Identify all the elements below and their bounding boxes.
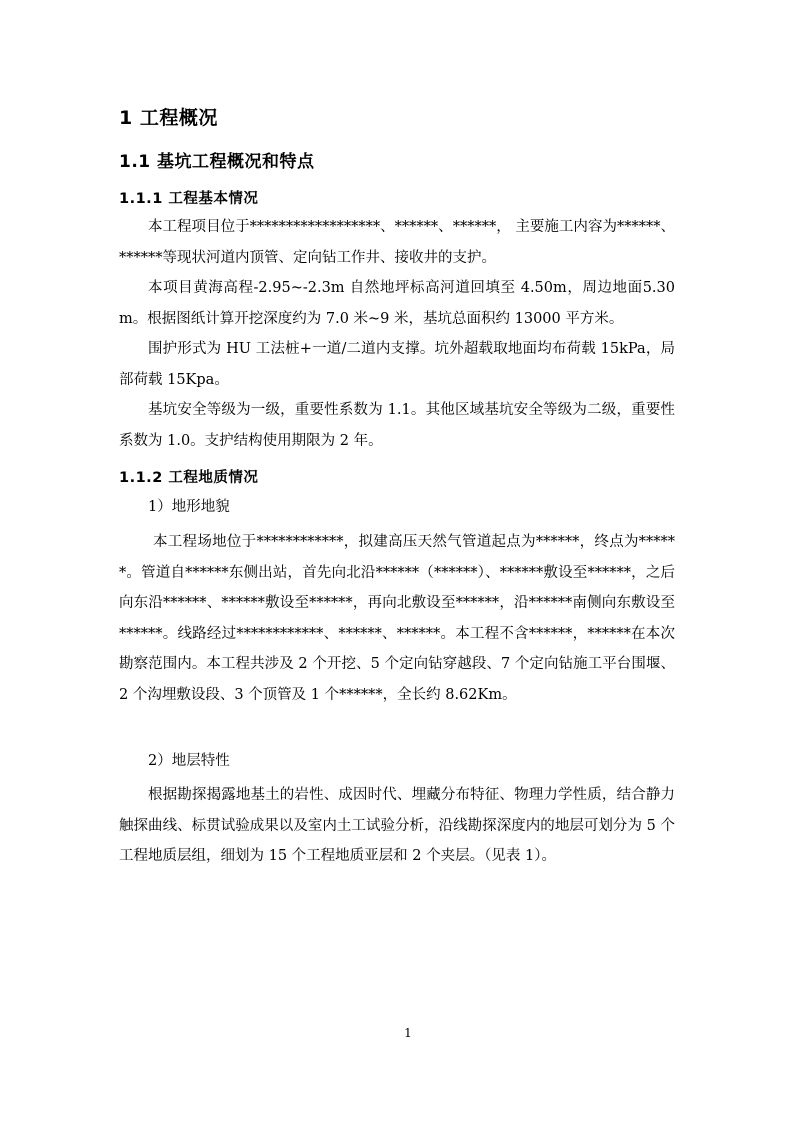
heading-section: 1.1 基坑工程概况和特点 [119, 152, 315, 172]
paragraph-strata: 根据勘探揭露地基土的岩性、成因时代、埋藏分布特征、物理力学性质，结合静力触探曲线、标贯试验成果以及室内土工试验分析，沿线勘探深度内的地层可划分为 5 个工程地质层组，细划为 15 个工程地质亚层和 2 个夹层。（见表 1）。 [119, 787, 675, 864]
paragraph-location: 本工程项目位于******************、******、******， 主要施工内容为******、******等现状河道内顶管、定向钻工作井、接收井的支护。 [119, 219, 675, 266]
subheading-strata: 2）地层特性 [148, 753, 230, 769]
heading-chapter: 1 工程概况 [119, 107, 218, 129]
subheading-terrain: 1）地形地貌 [148, 499, 230, 515]
page-number: 1 [404, 1026, 412, 1040]
paragraph-safety: 基坑安全等级为一级，重要性系数为 1.1。其他区域基坑安全等级为二级，重要性系数为 1.0。支护结构使用期限为 2 年。 [119, 402, 675, 449]
heading-basic-info: 1.1.1 工程基本情况 [119, 191, 259, 207]
paragraph-terrain: 本工程场地位于************，拟建高压天然气管道起点为******，终点为******。管道自******东侧出站，首先向北沿******（******）、******敷设至******，之后向东沿******、******敷设至******，再向北敷设至******，沿******南侧向东敷设至******。线路经过************、******、******。本工程不含******，******在本次勘察范围内。本工程共涉及 2 个开挖、5 个定向钻穿越段、7 个定向钻施工平台围堰、2 个沟埋敷设段、3 个顶管及 1 个******，全长约 8.62Km。 [119, 534, 675, 703]
paragraph-elevation: 本项目黄海高程-2.95~-2.3m 自然地坪标高河道回填至 4.50m，周边地面5.30m。根据图纸计算开挖深度约为 7.0 米~9 米，基坑总面积约 13000 平方米。 [119, 280, 675, 327]
paragraph-support: 围护形式为 HU 工法桩+一道/二道内支撑。坑外超载取地面均布荷载 15kPa，局部荷载 15Kpa。 [119, 341, 675, 388]
heading-geology: 1.1.2 工程地质情况 [119, 470, 259, 486]
